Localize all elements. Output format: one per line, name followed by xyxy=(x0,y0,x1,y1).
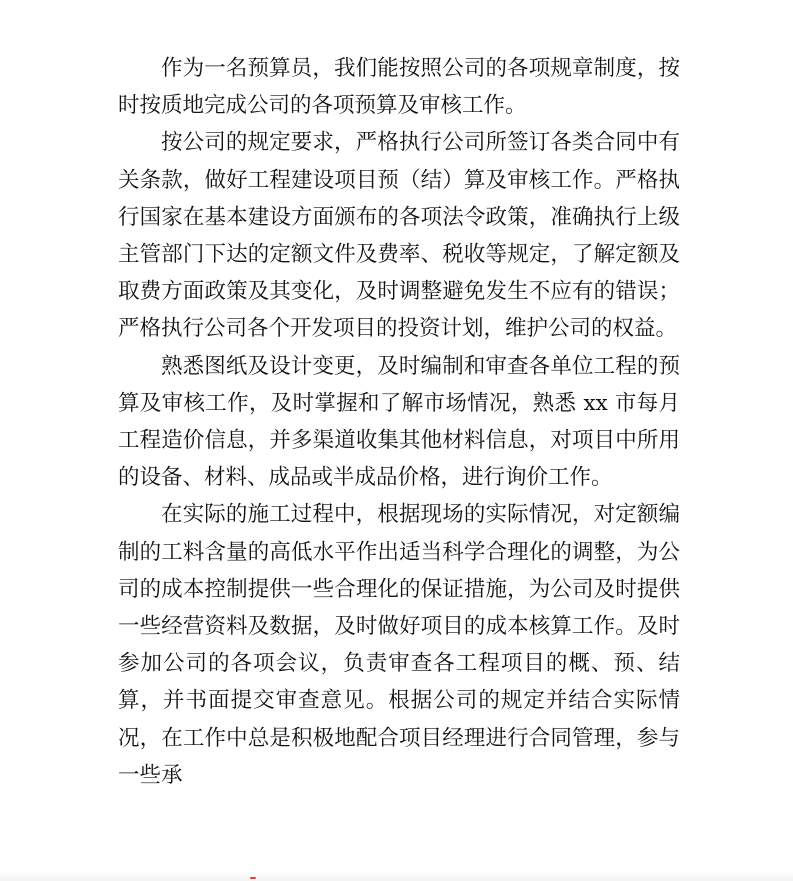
paragraph-1: 作为一名预算员，我们能按照公司的各项规章制度，按时按质地完成公司的各项预算及审核工作。 xyxy=(118,56,680,119)
red-mark xyxy=(250,877,256,879)
paragraph-4: 在实际的施工过程中，根据现场的实际情况，对定额编制的工料含量的高低水平作出适当科学合理化的调整，为公司的成本控制提供一些合理化的保证措施，为公司及时提供一些经营资料及数据，及时做好项目的成本核算工作。及时参加公司的各项会议，负责审查各工程项目的概、预、结算，并书面提交审查意见。根据公司的规定并结合实际情况，在工作中总是积极地配合项目经理进行合同管理，参与一些承 xyxy=(118,502,680,788)
page-bottom-edge xyxy=(0,871,793,881)
paragraph-3: 熟悉图纸及设计变更，及时编制和审查各单位工程的预算及审核工作，及时掌握和了解市场情况，熟悉 xx 市每月工程造价信息，并多渠道收集其他材料信息，对项目中所用的设备、材料、成品或半成品价格，进行询价工作。 xyxy=(118,353,680,491)
paragraph-2: 按公司的规定要求，严格执行公司所签订各类合同中有关条款，做好工程建设项目预（结）算及审核工作。严格执行国家在基本建设方面颁布的各项法令政策，准确执行上级主管部门下达的定额文件及费率、税收等规定，了解定额及取费方面政策及其变化，及时调整避免发生不应有的错误；严格执行公司各个开发项目的投资计划，维护公司的权益。 xyxy=(118,130,680,342)
document-body xyxy=(118,50,680,794)
